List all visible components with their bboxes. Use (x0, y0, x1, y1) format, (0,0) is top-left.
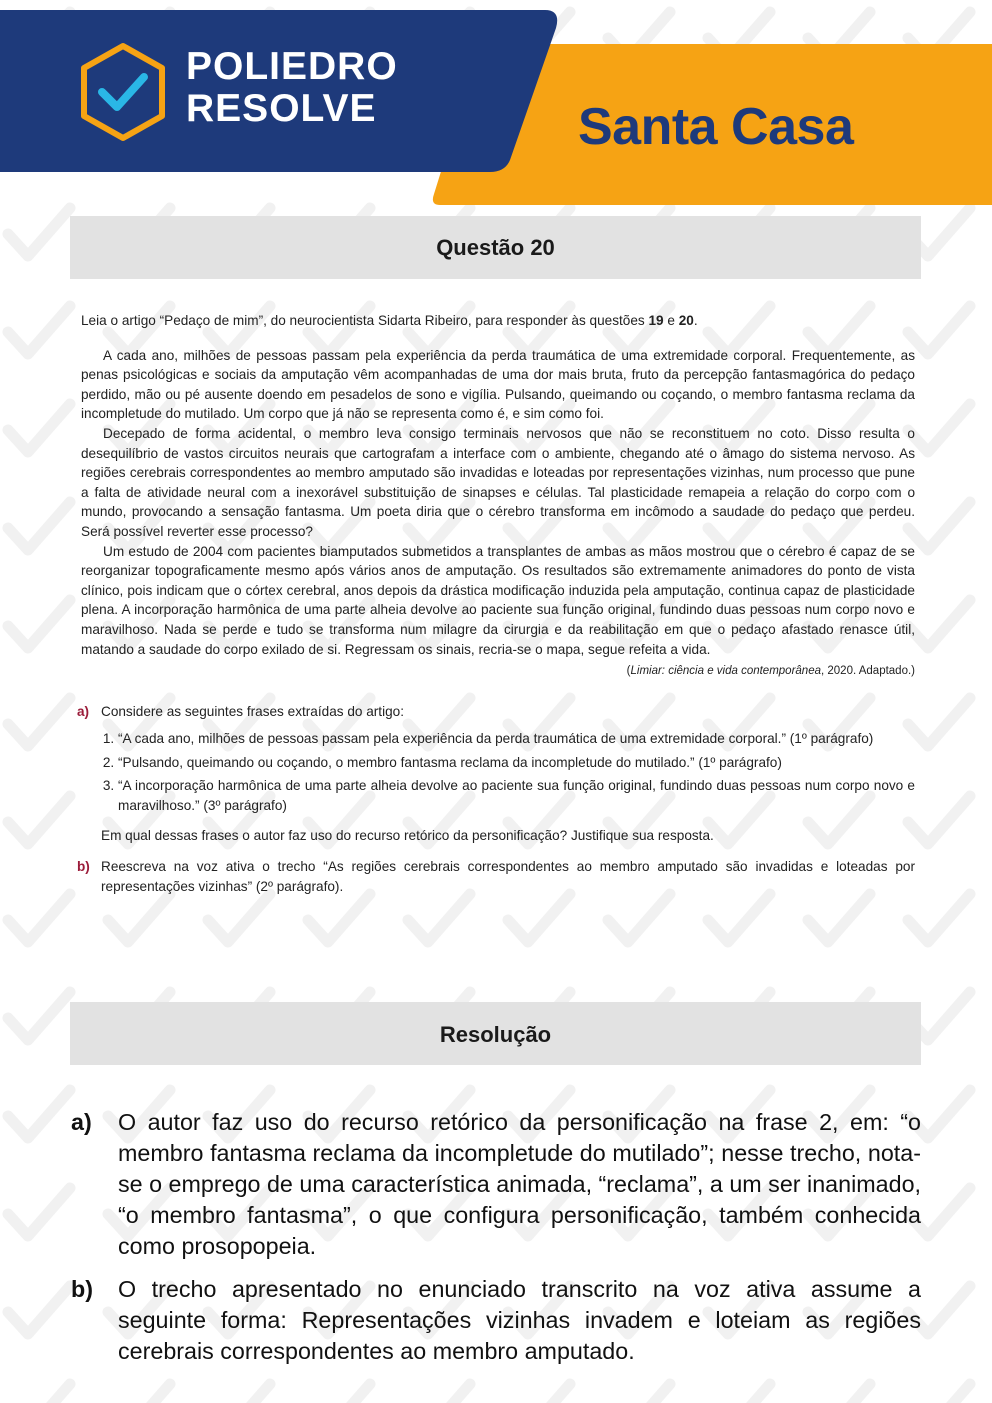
intro-text: Leia o artigo “Pedaço de mim”, do neurocientista Sidarta Ribeiro, para responder às questões (81, 313, 649, 328)
list-item: 3. “A incorporação harmônica de uma parte alheia devolve ao paciente sua função original, fundindo duas pessoas num corpo novo e maravilhoso.” (3º parágrafo) (118, 776, 915, 815)
item-a-question: Em qual dessas frases o autor faz uso do recurso retórico da personificação? Justifique sua resposta. (101, 827, 714, 843)
item-a-intro: Considere as seguintes frases extraídas do artigo: (101, 703, 405, 719)
item-a-list (101, 729, 915, 815)
article-paragraph-3: Um estudo de 2004 com pacientes biamputados submetidos a transplantes de ambas as mãos mostrou que o cérebro é capaz de se reorganizar topograficamente mesmo após vários anos de amputação. Os resultados são extremamente animadores do ponto de vista clínico, pois indicam que o córtex cerebral, anos depois da drástica modificação induzida pela amputação, continua capaz de plasticidade plena. A incorporação harmônica de uma parte alheia devolve ao paciente sua função original, fundindo duas pessoas num corpo novo e maravilhoso. Nada se perde e tudo se transforma num milagre da cirurgia e da reabilitação em que o pedaço afastado renasce útil, matando a saudade do corpo exilado de si. Regressam os sinais, recria-se o mapa, segue refeita a vida. (81, 543, 915, 657)
question-intro (81, 311, 915, 331)
article-paragraph-1: A cada ano, milhões de pessoas passam pela experiência da perda traumática de uma extremidade corporal. Frequentemente, as penas psicológicas e sociais da amputação vêm acompanhadas de uma dor mais bruta, fruto da percepção fantasmagórica do pedaço perdido, mão ou pé ausente doendo em pesadelos de sono e vigília. Pulsando, queimando ou coçando, o membro fantasma reclama da incompletude do mutilado. Um corpo que já não se representa como é, e sim como foi. (81, 347, 915, 422)
question-item-a (77, 702, 915, 846)
resolution-item-b (71, 1274, 921, 1367)
item-b-letter: b) (77, 859, 90, 875)
resolution-item-a (71, 1107, 921, 1262)
exam-name: Santa Casa (578, 98, 854, 156)
resolution-a-text: O autor faz uso do recurso retórico da personificação na frase 2, em: “o membro fantasma reclama da incompletude do mutilado”; nesse trecho, nota-se o emprego de uma característica animada, “reclama”, a um ser inanimado, “o membro fantasma”, o que configura personificação, também conhecida como prosopopeia. (118, 1109, 921, 1259)
list-item: 1. “A cada ano, milhões de pessoas passam pela experiência da perda traumática de uma extremidade corporal.” (1º parágrafo) (118, 729, 915, 749)
resolution-b-letter: b) (71, 1276, 93, 1302)
article-source (81, 662, 915, 682)
resolution-b-text: O trecho apresentado no enunciado transcrito na voz ativa assume a seguinte forma: Representações vizinhas invadem e loteiam as regiões cerebrais correspondentes ao membro amputado. (118, 1276, 921, 1364)
resolution-body (71, 1107, 921, 1379)
check-hexagon-icon (78, 42, 168, 142)
question-ref-20: 20 (678, 313, 694, 328)
source-open: ( (626, 665, 631, 678)
brand-line-1: POLIEDRO (186, 45, 398, 88)
intro-end: . (693, 313, 698, 328)
brand-name (186, 46, 398, 130)
article-text (81, 346, 915, 660)
article-paragraph-2: Decepado de forma acidental, o membro leva consigo terminais nervosos que não se reconstituem no coto. Disso resulta o desequilíbrio de vastos circuitos neurais que cartografam a interface com o ambiente, chegando até o âmago do sistema nervoso. As regiões cerebrais correspondentes ao membro amputado são invadidas e loteadas por representações vizinhas, num processo que pune a falta de atividade neural com a inexorável substituição de sinapses e células. Tal plasticidade remapeia a relação do corpo com o mundo, provocando a sensação fantasma. Um poeta diria que o cérebro transforma em incômodo a saudade do pedaço que perdeu. Será possível reverter esse processo? (81, 425, 915, 539)
intro-and: e (663, 313, 679, 328)
list-item: 2. “Pulsando, queimando ou coçando, o membro fantasma reclama da incompletude do mutilado.” (1º parágrafo) (118, 753, 915, 773)
resolution-title: Resolução (70, 1002, 921, 1065)
source-rest: , 2020. Adaptado.) (821, 665, 915, 678)
question-item-b (77, 857, 915, 896)
resolution-a-letter: a) (71, 1109, 92, 1135)
question-title: Questão 20 (70, 216, 921, 279)
brand-line-2: RESOLVE (186, 87, 377, 130)
question-body (77, 311, 915, 896)
source-title: Limiar: ciência e vida contemporânea (630, 665, 821, 678)
question-ref-19: 19 (648, 313, 664, 328)
item-a-letter: a) (77, 703, 90, 719)
item-b-text: Reescreva na voz ativa o trecho “As regiões cerebrais correspondentes ao membro amputado são invadidas e loteadas por representações vizinhas” (2º parágrafo). (101, 859, 915, 894)
